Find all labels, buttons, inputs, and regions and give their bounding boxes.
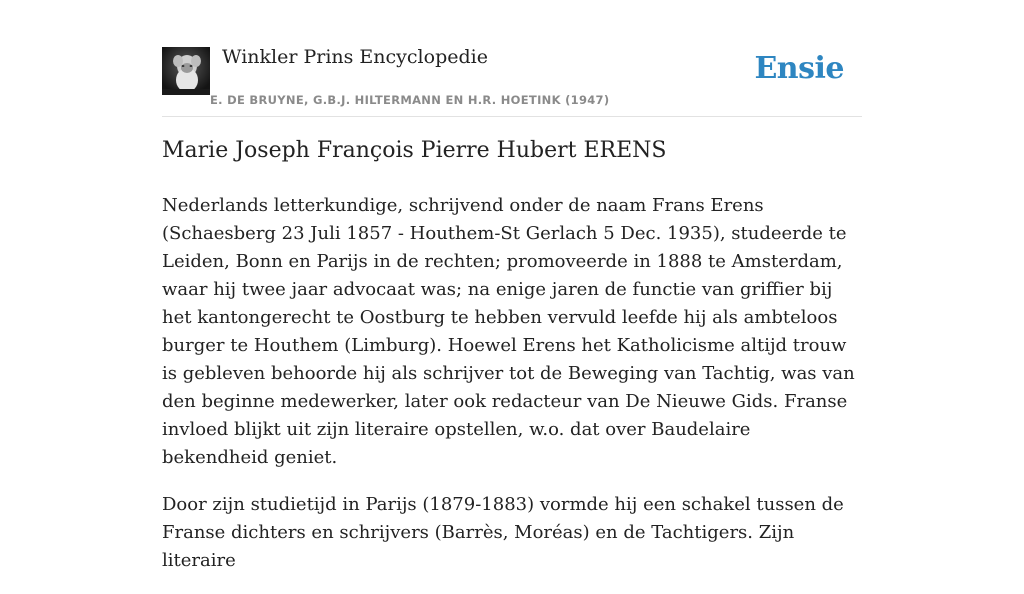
article-title: Marie Joseph François Pierre Hubert ERENS xyxy=(162,138,667,163)
article-paragraph: Nederlands letterkundige, schrijvend onder de naam Frans Erens (Schaesberg 23 Juli 1857 - Houthem-St Gerlach 5 Dec. 1935), studeerde te Leiden, Bonn en Parijs in de rechten; promoveerde in 1888 te Amsterdam, waar hij twee jaar advocaat was; na enige jaren de functie van griffier bij het kantongerecht te Oostburg te hebben vervuld leefde hij als ambteloos burger te Houthem (Limburg). Hoewel Erens het Katholicisme altijd trouw is gebleven behoorde hij als schrijver tot de Beweging van Tachtig, was van den beginne medewerker, later ook redacteur van De Nieuwe Gids. Franse invloed blijkt uit zijn literaire opstellen, w.o. dat over Baudelaire bekendheid geniet. xyxy=(162,195,855,468)
avatar[interactable] xyxy=(162,47,210,95)
brand-logo[interactable]: Ensie xyxy=(754,51,844,86)
portrait-photo-icon xyxy=(162,47,210,95)
authors-byline: E. DE BRUYNE, G.B.J. HILTERMANN EN H.R. HOETINK (1947) xyxy=(210,93,610,107)
site-header xyxy=(162,44,862,117)
site-title[interactable]: Winkler Prins Encyclopedie xyxy=(222,46,488,68)
article-paragraph: Door zijn studietijd in Parijs (1879-1883) vormde hij een schakel tussen de Franse dichters en schrijvers (Barrès, Moréas) en de Tachtigers. Zijn literaire xyxy=(162,494,844,571)
article-body xyxy=(162,192,862,594)
